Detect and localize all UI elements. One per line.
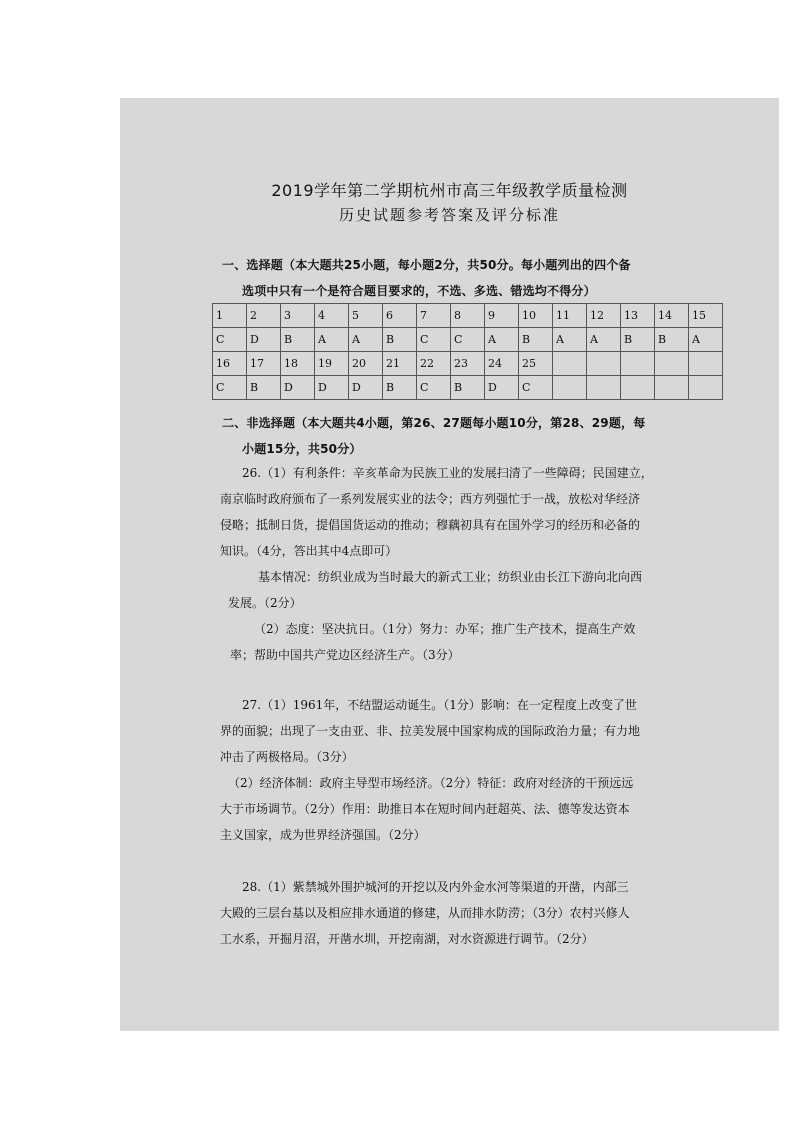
q27-line: 27.（1）1961年，不结盟运动诞生。（1分）影响：在一定程度上改变了世 [242, 698, 637, 712]
answer-table-cell: 18 [281, 352, 315, 376]
answer-table-cell: B [621, 328, 655, 352]
answer-table-row [213, 328, 723, 352]
answer-table-cell [655, 376, 689, 400]
answer-table-cell: B [519, 328, 553, 352]
answer-table-cell: 21 [383, 352, 417, 376]
q27-line: 冲击了两极格局。（3分） [220, 750, 354, 764]
answer-table-cell [689, 376, 723, 400]
answer-table-cell: 22 [417, 352, 451, 376]
answer-table-cell: 10 [519, 304, 553, 328]
answer-table-cell: 4 [315, 304, 349, 328]
answer-table-cell: C [417, 376, 451, 400]
part2-heading-line2: 小题15分，共50分） [242, 442, 362, 456]
answer-table-cell: 13 [621, 304, 655, 328]
answer-table-cell [587, 352, 621, 376]
answer-table-cell [621, 376, 655, 400]
answer-table-cell: B [655, 328, 689, 352]
answer-table-cell: 9 [485, 304, 519, 328]
answer-table-cell: D [349, 376, 383, 400]
answer-table-cell [689, 352, 723, 376]
answer-table-cell: D [247, 328, 281, 352]
answer-table-cell: 6 [383, 304, 417, 328]
q27-line: 大于市场调节。（2分）作用：助推日本在短时间内赶超英、法、德等发达资本 [220, 802, 630, 816]
answer-table-cell: B [247, 376, 281, 400]
answer-table-cell: C [213, 376, 247, 400]
q26-line: （2）态度：坚决抗日。（1分）努力：办军；推广生产技术，提高生产效 [254, 622, 636, 636]
answer-table-cell: D [281, 376, 315, 400]
answer-table-cell: 19 [315, 352, 349, 376]
scanned-page [120, 98, 779, 1031]
part1-heading-line1: 一、选择题（本大题共25小题，每小题2分，共50分。每小题列出的四个备 [222, 258, 631, 272]
answer-table-cell: B [383, 376, 417, 400]
answer-table-cell: C [451, 328, 485, 352]
answer-table-cell: 1 [213, 304, 247, 328]
answer-table [212, 303, 723, 400]
exam-subtitle: 历史试题参考答案及评分标准 [338, 206, 560, 224]
answer-table-cell: 7 [417, 304, 451, 328]
q26-line: 26.（1）有利条件：辛亥革命为民族工业的发展扫清了一些障碍；民国建立， [242, 466, 653, 480]
answer-table-cell: 15 [689, 304, 723, 328]
answer-table-cell: A [689, 328, 723, 352]
answer-table-cell: B [383, 328, 417, 352]
q26-line: 率；帮助中国共产党边区经济生产。（3分） [230, 648, 460, 662]
answer-table-cell [587, 376, 621, 400]
part2-heading-line1: 二、非选择题（本大题共4小题，第26、27题每小题10分，第28、29题，每 [222, 416, 646, 430]
answer-table-cell: 14 [655, 304, 689, 328]
answer-table-cell: 25 [519, 352, 553, 376]
answer-table-cell: 12 [587, 304, 621, 328]
answer-table-cell: 8 [451, 304, 485, 328]
answer-table-cell: 5 [349, 304, 383, 328]
q26-line: 发展。（2分） [228, 596, 302, 610]
answer-table-cell: C [417, 328, 451, 352]
q26-line: 基本情况：纺织业成为当时最大的新式工业；纺织业由长江下游向北向西 [258, 570, 643, 584]
answer-table-cell: B [451, 376, 485, 400]
answer-table-row [213, 352, 723, 376]
answer-table-cell: A [485, 328, 519, 352]
q28-line: 大殿的三层台基以及相应排水通道的修建，从而排水防涝；（3分）农村兴修人 [220, 906, 630, 920]
answer-table-cell: 2 [247, 304, 281, 328]
answer-table-cell: C [213, 328, 247, 352]
exam-title: 2019学年第二学期杭州市高三年级教学质量检测 [271, 181, 628, 200]
answer-table-cell: A [315, 328, 349, 352]
q28-line: 28.（1）紫禁城外围护城河的开挖以及内外金水河等渠道的开凿，内部三 [242, 880, 629, 894]
answer-table-cell: C [519, 376, 553, 400]
q26-line: 南京临时政府颁布了一系列发展实业的法令；西方列强忙于一战，放松对华经济 [220, 492, 641, 506]
q26-line: 知识。（4分，答出其中4点即可） [220, 544, 398, 558]
answer-table-cell: 3 [281, 304, 315, 328]
answer-table-cell: A [349, 328, 383, 352]
answer-table-cell: A [553, 328, 587, 352]
answer-table-row [213, 376, 723, 400]
answer-table-cell: 20 [349, 352, 383, 376]
q28-line: 工水系，开掘月沼，开凿水圳，开挖南湖，对水资源进行调节。（2分） [220, 932, 594, 946]
answer-table-cell [553, 376, 587, 400]
answer-table-cell: 16 [213, 352, 247, 376]
answer-table-cell: 24 [485, 352, 519, 376]
answer-table-cell: A [587, 328, 621, 352]
q27-line: 主义国家，成为世界经济强国。（2分） [220, 828, 426, 842]
answer-table-cell: 11 [553, 304, 587, 328]
q26-line: 侵略；抵制日货，提倡国货运动的推动；穆藕初具有在国外学习的经历和必备的 [220, 518, 641, 532]
answer-table-cell [553, 352, 587, 376]
answer-table-cell: 23 [451, 352, 485, 376]
answer-table-cell: 17 [247, 352, 281, 376]
part1-heading-line2: 选项中只有一个是符合题目要求的，不选、多选、错选均不得分） [242, 284, 596, 298]
answer-table-cell: D [485, 376, 519, 400]
answer-table-cell [621, 352, 655, 376]
q27-line: （2）经济体制：政府主导型市场经济。（2分）特征：政府对经济的干预远远 [228, 776, 634, 790]
answer-table-cell: D [315, 376, 349, 400]
answer-table-cell: B [281, 328, 315, 352]
q27-line: 界的面貌；出现了一支由亚、非、拉美发展中国家构成的国际政治力量；有力地 [220, 724, 641, 738]
answer-table-cell [655, 352, 689, 376]
answer-table-row [213, 304, 723, 328]
